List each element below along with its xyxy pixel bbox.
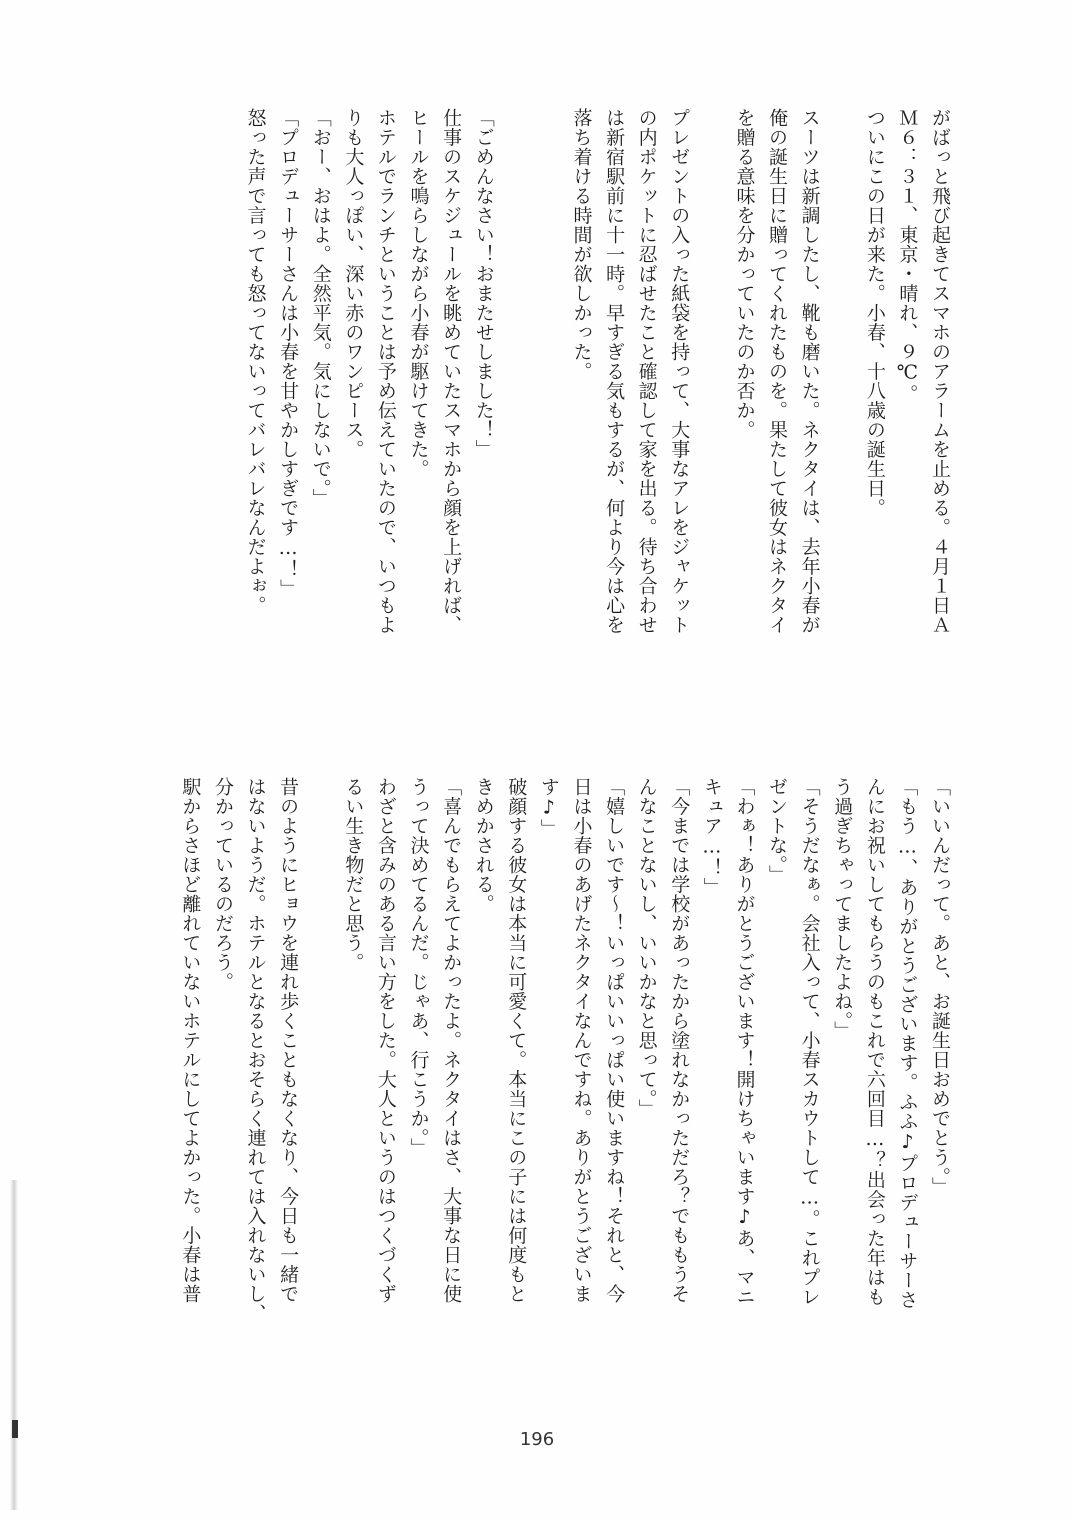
text-column bbox=[826, 108, 859, 708]
bottom-text-block bbox=[106, 777, 956, 1377]
text-column: ついにこの日が来た。小春、十八歳の誕生日。 bbox=[863, 108, 886, 518]
text-column: 昔のようにヒョウを連れ歩くこともなくなり、今日も一緒で bbox=[277, 777, 300, 1304]
text-column: Ｍ６：３１、東京・晴れ、９℃。 bbox=[896, 108, 919, 404]
text-column: 「おー、おはよ。全然平気。気にしないで。」 bbox=[309, 108, 332, 508]
text-column: は新宿駅前に十一時。早すぎる気もするが、何より今は心を bbox=[603, 108, 626, 635]
text-column: 日は小春のあげたネクタイなんですね。ありがとうございま bbox=[570, 777, 593, 1304]
text-column: 破顔する彼女は本当に可愛くて。本当にこの子には何度もと bbox=[505, 777, 528, 1304]
text-column: 「嬉しいです～！いっぱいいっぱい使いますね！それと、今 bbox=[603, 777, 626, 1304]
text-column: ヒールを鳴らしながら小春が駆けてきた。 bbox=[407, 108, 430, 479]
text-column: 駅からさほど離れていないホテルにしてよかった。小春は普 bbox=[179, 777, 202, 1304]
text-column: ゼントな。」 bbox=[766, 777, 789, 885]
text-column bbox=[695, 108, 728, 708]
text-column: うって決めてるんだ。じゃあ、行こうか。」 bbox=[407, 777, 430, 1158]
text-column bbox=[500, 108, 533, 708]
text-column: わざと含みのある言い方をした。大人というのはつくづくず bbox=[374, 777, 397, 1304]
text-column: んなことないし、いいかなと思って。」 bbox=[635, 777, 658, 1119]
page-number: 196 bbox=[519, 1429, 555, 1450]
text-column: の内ポケットに忍ばせたこと確認して家を出る。待ち合わせ bbox=[635, 108, 658, 635]
text-column: 「ごめんなさい！おまたせしました！」 bbox=[472, 108, 495, 459]
text-column: プレゼントの入った紙袋を持って、大事なアレをジャケット bbox=[668, 108, 691, 635]
text-column: 怒った声で言っても怒ってないってバレバレなんだよぉ。 bbox=[244, 108, 267, 615]
text-column bbox=[532, 108, 565, 708]
text-column: う過ぎちゃってましたよね。」 bbox=[831, 777, 854, 1041]
text-column: ホテルでランチということは予め伝えていたので、いつもよ bbox=[374, 108, 397, 635]
text-column: す♪」 bbox=[537, 777, 560, 839]
text-column: 「今までは学校があったから塗れなかっただろ？でももうそ bbox=[668, 777, 691, 1304]
text-column: 「プロデューサーさんは小春を甘やかしすぎです…！」 bbox=[277, 108, 300, 599]
text-column: を贈る意味を分かっていたのか否か。 bbox=[733, 108, 756, 440]
text-column: りも大人っぽい、深い赤のワンピース。 bbox=[342, 108, 365, 459]
text-column: 「喜んでもらえてよかったよ。ネクタイはさ、大事な日に使 bbox=[440, 777, 463, 1304]
text-column: はないようだ。ホテルとなるとおそらく連れては入れないし、 bbox=[244, 777, 267, 1323]
text-column: 「もう…、ありがとうございます。ふふ♪プロデューサーさ bbox=[896, 777, 919, 1310]
text-column: 俺の誕生日に贈ってくれたものを。果たして彼女はネクタイ bbox=[766, 108, 789, 635]
text-column: 「わぁ！ありがとうございます！開けちゃいます♪あ、マニ bbox=[733, 777, 756, 1307]
scan-edge-shadow bbox=[10, 1180, 18, 1510]
text-column: スーツは新調したし、靴も磨いた。ネクタイは、去年小春が bbox=[798, 108, 821, 635]
text-column: 分かっているのだろう。 bbox=[211, 777, 234, 992]
text-column: 「そうだなぁ。会社入って、小春スカウトして…。これプレ bbox=[798, 777, 821, 1307]
text-column bbox=[304, 777, 337, 1377]
text-column: んにお祝いしてもらうのもこれで六回目…？出会った年はも bbox=[863, 777, 886, 1307]
text-column: 落ち着ける時間が欲しかった。 bbox=[570, 108, 593, 381]
top-text-block bbox=[106, 108, 956, 708]
text-column: キュア…！」 bbox=[700, 777, 723, 897]
text-column: るい生き物だと思う。 bbox=[342, 777, 365, 972]
text-column: がばっと飛び起きてスマホのアラームを止める。４月１日Ａ bbox=[929, 108, 951, 635]
text-column: 仕事のスケジュールを眺めていたスマホから顔を上げれば、 bbox=[440, 108, 463, 635]
text-column: 「いいんだって。あと、お誕生日おめでとう。」 bbox=[929, 777, 951, 1197]
text-column: きめかされる。 bbox=[472, 777, 495, 914]
